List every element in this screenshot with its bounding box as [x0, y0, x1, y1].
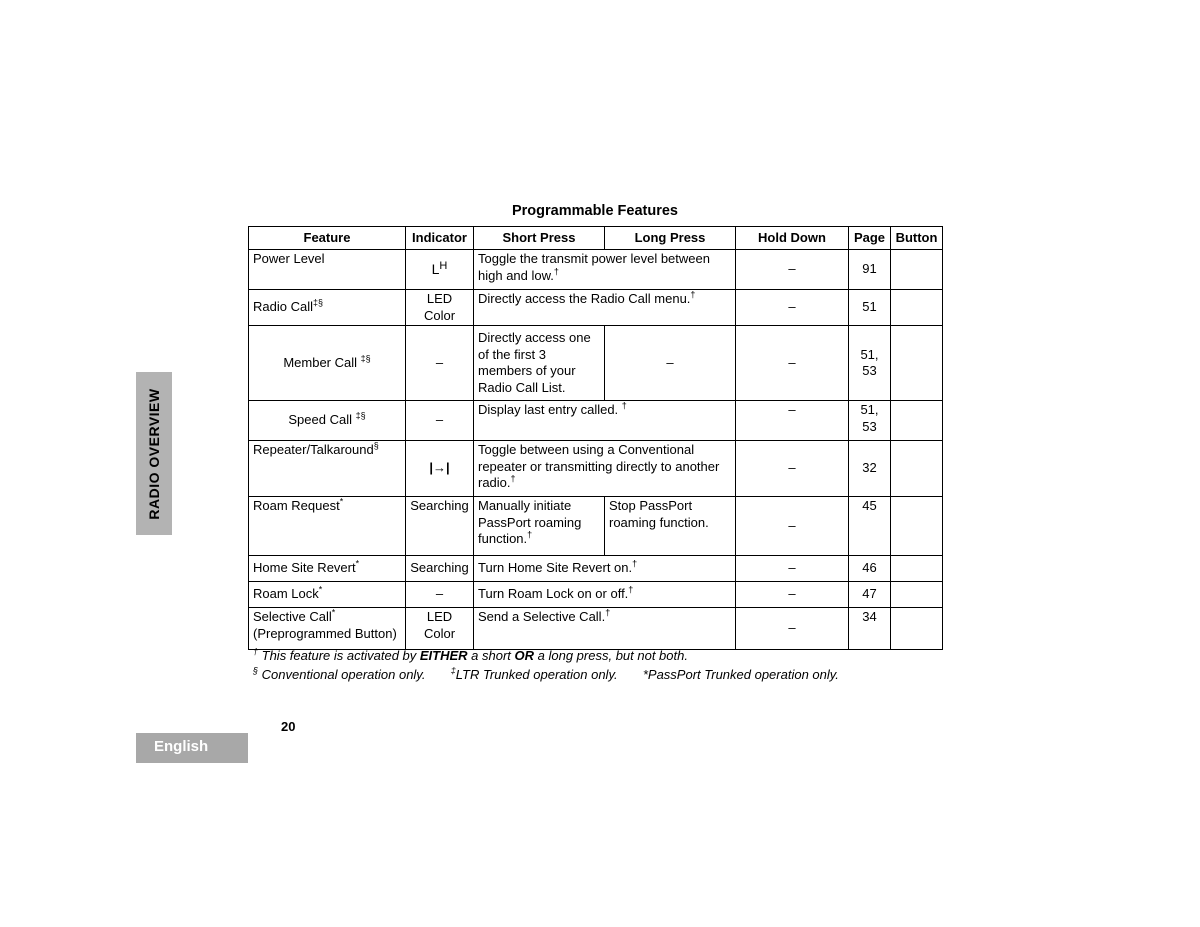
header-hold-down: Hold Down: [736, 227, 849, 250]
hold-down-cell: –: [736, 401, 849, 441]
footnote-mark: *: [339, 496, 344, 507]
feature-name: Roam Lock: [253, 586, 319, 602]
power-level-icon: $L^H$: [431, 259, 448, 277]
feature-cell: [249, 290, 406, 326]
table-row: [249, 556, 943, 582]
short-press-cell: [474, 556, 736, 582]
button-cell: [891, 290, 943, 326]
footnote-mark: †: [553, 266, 559, 277]
feature-name: Roam Request: [253, 498, 340, 513]
table-row: [249, 250, 943, 290]
footnote-text: *PassPort Trunked operation only.: [642, 667, 839, 682]
button-cell: [891, 401, 943, 441]
indicator-cell: Searching: [406, 497, 474, 556]
language-tab: [136, 733, 248, 763]
page-cell: 91: [849, 250, 891, 290]
short-press-text: Directly access the Radio Call menu.: [478, 291, 691, 306]
indicator-cell: Searching: [406, 556, 474, 582]
page-cell: 51, 53: [849, 326, 891, 401]
feature-cell: [249, 608, 406, 650]
footnote-mark: †: [253, 646, 259, 657]
short-press-cell: [474, 250, 736, 290]
page-cell: 32: [849, 441, 891, 497]
short-press-cell: [474, 401, 736, 441]
feature-name: Selective Call: [253, 609, 332, 624]
feature-cell: [249, 497, 406, 556]
indicator-cell: LED Color: [406, 608, 474, 650]
footnote-text: a long press, but not both.: [534, 648, 688, 663]
footnote-mark: ‡§: [312, 297, 323, 308]
page-number: 20: [281, 719, 296, 734]
hold-down-cell: –: [736, 441, 849, 497]
footnote-mark: §: [373, 440, 379, 451]
footnote-text: LTR Trunked operation only.: [455, 667, 618, 682]
feature-cell: [249, 250, 406, 290]
indicator-cell: –: [406, 582, 474, 608]
footnote-mark: †: [621, 400, 627, 411]
feature-name: Repeater/Talkaround: [253, 442, 374, 457]
short-press-text: Manually initiate PassPort roaming function.: [478, 498, 582, 546]
page-cell: 46: [849, 556, 891, 582]
table-header-row: [249, 227, 943, 250]
indicator-cell: –: [406, 326, 474, 401]
header-feature: Feature: [249, 227, 406, 250]
indicator-cell: LED Color: [406, 290, 474, 326]
header-page: Page: [849, 227, 891, 250]
footnote-operation: [253, 667, 839, 682]
footnote-mark: †: [605, 607, 611, 618]
button-cell: [891, 326, 943, 401]
section-side-tab-label: RADIO OVERVIEW: [146, 387, 162, 520]
short-press-text: Turn Roam Lock on or off.: [478, 586, 629, 602]
page-cell: 45: [849, 497, 891, 556]
short-press-cell: [474, 608, 736, 650]
table-row: [249, 582, 943, 608]
table-row: [249, 497, 943, 556]
table-row: [249, 441, 943, 497]
long-press-cell: –: [605, 326, 736, 401]
feature-name: Speed Call: [288, 412, 352, 428]
button-cell: [891, 556, 943, 582]
hold-down-cell: –: [736, 497, 849, 556]
header-short-press: Short Press: [474, 227, 605, 250]
hold-down-cell: –: [736, 250, 849, 290]
short-press-cell: [474, 497, 605, 556]
table-row: [249, 326, 943, 401]
table-row: [249, 401, 943, 441]
feature-cell: [249, 401, 406, 441]
button-cell: [891, 441, 943, 497]
indicator-cell: [406, 250, 474, 290]
feature-cell: [249, 556, 406, 582]
short-press-cell: [474, 290, 736, 326]
header-long-press: Long Press: [605, 227, 736, 250]
footnote-mark: *: [318, 584, 323, 595]
short-press-text: Toggle between using a Conventional repeater or transmitting directly to another radio.: [478, 442, 720, 490]
indicator-cell: –: [406, 401, 474, 441]
short-press-text: Toggle the transmit power level between high and low.: [478, 251, 710, 283]
hold-down-cell: –: [736, 556, 849, 582]
footnote-mark: *: [355, 558, 360, 569]
short-press-text: Send a Selective Call.: [478, 609, 606, 624]
footnote-emphasis: OR: [514, 648, 535, 663]
footnote-mark: †: [690, 289, 696, 300]
feature-name: Power Level: [253, 251, 325, 266]
section-side-tab: [136, 372, 172, 535]
footnote-activation: [253, 648, 688, 663]
short-press-text: Turn Home Site Revert on.: [478, 560, 633, 576]
long-press-cell: Stop PassPort roaming function.: [605, 497, 736, 556]
footnote-text: This feature is activated by: [261, 648, 420, 663]
table-row: [249, 608, 943, 650]
footnote-mark: †: [632, 558, 638, 569]
feature-cell: [249, 582, 406, 608]
hold-down-cell: –: [736, 290, 849, 326]
header-indicator: Indicator: [406, 227, 474, 250]
page-cell: 47: [849, 582, 891, 608]
footnote-mark: §: [253, 665, 259, 676]
footnote-mark: †: [628, 584, 634, 595]
footnote-mark: ‡: [450, 665, 456, 676]
table-title: Programmable Features: [511, 203, 678, 219]
header-button: Button: [891, 227, 943, 250]
talkaround-icon: |→|: [429, 460, 450, 476]
footnote-text: Conventional operation only.: [261, 667, 426, 682]
footnote-mark: †: [510, 473, 516, 484]
footnote-mark: ‡§: [360, 353, 371, 364]
short-press-cell: [474, 582, 736, 608]
feature-name: Member Call: [283, 354, 358, 370]
feature-name: Home Site Revert: [253, 560, 356, 576]
button-cell: [891, 608, 943, 650]
hold-down-cell: –: [736, 326, 849, 401]
hold-down-cell: –: [736, 582, 849, 608]
feature-cell: [249, 326, 406, 401]
page-cell: 51, 53: [849, 401, 891, 441]
button-cell: [891, 250, 943, 290]
footnote-emphasis: EITHER: [419, 648, 468, 663]
page-cell: 51: [849, 290, 891, 326]
table-row: [249, 290, 943, 326]
feature-cell: [249, 441, 406, 497]
feature-subtext: (Preprogrammed Button): [253, 625, 397, 641]
button-cell: [891, 497, 943, 556]
short-press-cell: [474, 441, 736, 497]
programmable-features-table: [248, 226, 943, 650]
hold-down-cell: –: [736, 608, 849, 650]
short-press-cell: Directly access one of the first 3 members of your Radio Call List.: [474, 326, 605, 401]
footnote-text: a short: [467, 648, 515, 663]
footnote-mark: *: [331, 607, 336, 618]
footnote-mark: ‡§: [355, 410, 366, 421]
button-cell: [891, 582, 943, 608]
short-press-text: Display last entry called.: [478, 402, 619, 417]
footnote-mark: †: [527, 529, 533, 540]
indicator-cell: [406, 441, 474, 497]
language-tab-label: English: [154, 738, 209, 755]
page-cell: 34: [849, 608, 891, 650]
feature-name: Radio Call: [253, 299, 313, 315]
